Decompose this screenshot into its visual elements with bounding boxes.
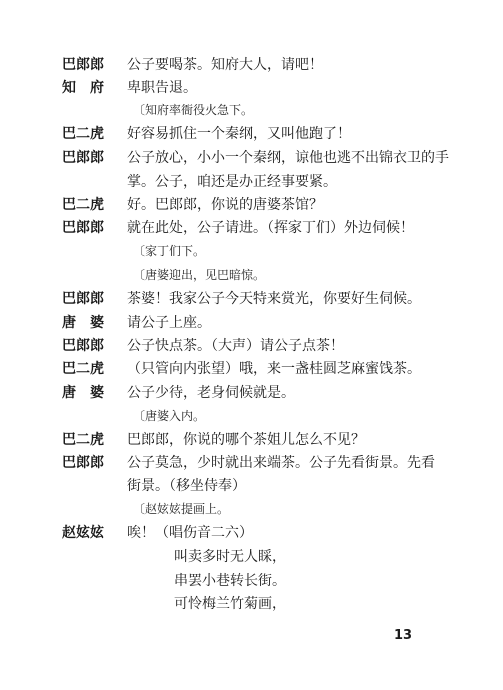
dialogue-text: 卑职告退。 [127, 80, 197, 96]
dialogue-continuation: 街景。（移坐侍奉） [127, 478, 246, 494]
dialogue-text: 公子快点茶。（大声）请公子点茶！ [127, 338, 344, 354]
dialogue-text: 好容易抓住一个秦纲，又叫他跑了！ [127, 126, 351, 142]
speaker-label: 巴二虎 [62, 432, 104, 448]
stage-direction: 〔赵妶妶提画上。 [133, 502, 230, 516]
dialogue-text: 好。巴郎郎，你说的唐婆茶馆？ [127, 197, 323, 213]
stage-direction: 〔家丁们下。 [133, 244, 206, 258]
speaker-label: 巴郎郎 [62, 291, 104, 307]
speaker-label: 巴二虎 [62, 361, 104, 377]
stage-direction: 〔唐婆入内。 [133, 409, 206, 423]
dialogue-text: 公子莫急，少时就出来端茶。公子先看街景。先看 [127, 455, 435, 471]
speaker-label: 唐 婆 [62, 315, 104, 331]
dialogue-text: 公子放心，小小一个秦纲，谅他也逃不出锦衣卫的手 [127, 150, 449, 166]
dialogue-text: 巴郎郎，你说的哪个茶姐儿怎么不见？ [127, 432, 365, 448]
dialogue-text: （只管向内张望）哦，来一盏桂圆芝麻蜜饯茶。 [127, 361, 421, 377]
song-line: 串罢小巷转长街。 [174, 573, 286, 589]
dialogue-text: 请公子上座。 [127, 315, 211, 331]
speaker-label: 巴郎郎 [62, 57, 104, 73]
speaker-label: 巴二虎 [62, 126, 104, 142]
page-number: 13 [394, 628, 413, 643]
speaker-label: 赵妶妶 [62, 525, 104, 541]
speaker-label: 巴郎郎 [62, 338, 104, 354]
dialogue-text: 茶婆！我家公子今天特来赏光，你要好生伺候。 [127, 291, 421, 307]
speaker-label: 唐 婆 [62, 385, 104, 401]
dialogue-continuation: 掌。公子，咱还是办正经事要紧。 [127, 174, 337, 190]
speaker-label: 巴郎郎 [62, 220, 104, 236]
song-line: 叫卖多时无人睬， [174, 549, 286, 565]
stage-direction: 〔知府率衙役火急下。 [133, 103, 254, 117]
dialogue-text: 公子少待，老身伺候就是。 [127, 385, 295, 401]
dialogue-text: 唉！（唱伤音二六） [127, 525, 253, 541]
speaker-label: 巴郎郎 [62, 150, 104, 166]
dialogue-text: 公子要喝茶。知府大人，请吧！ [127, 57, 323, 73]
speaker-label: 知 府 [62, 80, 104, 96]
stage-direction: 〔唐婆迎出，见巴暗惊。 [133, 268, 266, 282]
speaker-label: 巴郎郎 [62, 455, 104, 471]
song-line: 可怜梅兰竹菊画， [174, 596, 286, 612]
speaker-label: 巴二虎 [62, 197, 104, 213]
dialogue-text: 就在此处，公子请进。（挥家丁们）外边伺候！ [127, 220, 414, 236]
